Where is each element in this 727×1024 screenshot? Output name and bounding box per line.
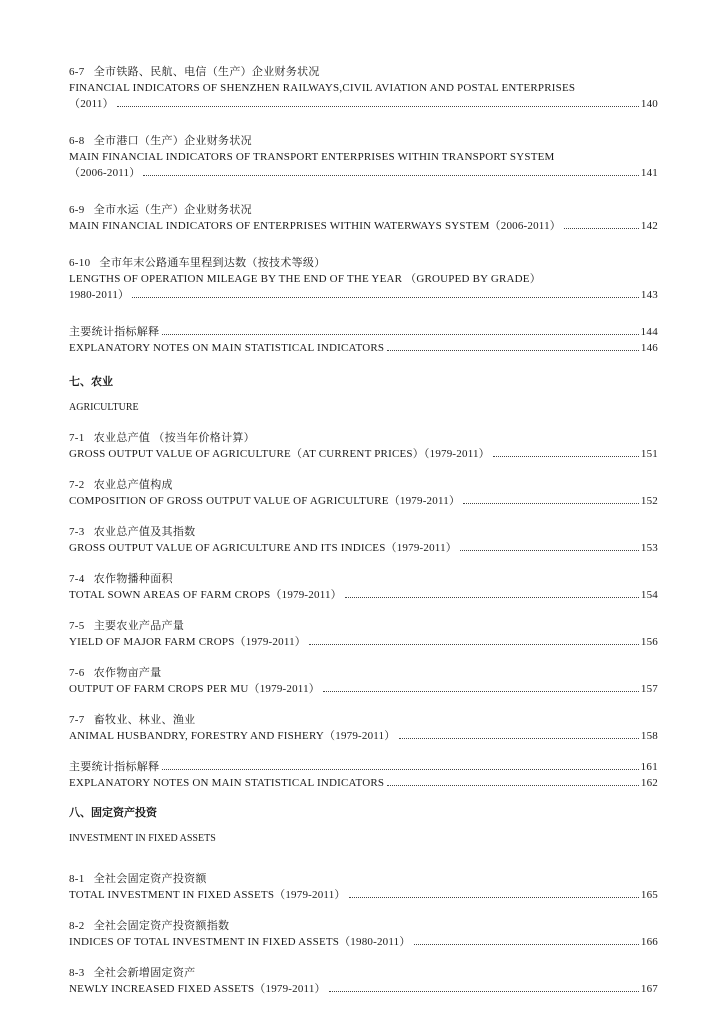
chinese-title: 畜牧业、林业、渔业 — [93, 714, 196, 726]
entry-text: 主要统计指标解释 — [69, 326, 160, 338]
spacer — [85, 479, 94, 491]
spacer — [85, 66, 94, 78]
dot-leader — [162, 769, 638, 770]
table-number: 8-2 — [69, 920, 85, 932]
entry-title-en — [69, 149, 658, 165]
dot-leader — [323, 691, 639, 692]
toc-entry-7-5 — [69, 618, 658, 650]
table-number: 7-4 — [69, 573, 85, 585]
entry-title-cn — [69, 202, 658, 218]
chinese-title: 农业总产值 （按当年价格计算） — [93, 432, 255, 444]
dot-leader — [414, 944, 639, 945]
chinese-title: 全社会新增固定资产 — [93, 967, 196, 979]
table-number: 6-7 — [69, 66, 85, 78]
toc-leader-line[interactable] — [69, 887, 658, 903]
toc-leader-line[interactable] — [69, 981, 658, 997]
entry-title-cn — [69, 965, 658, 981]
entry-text: NEWLY INCREASED FIXED ASSETS（1979-2011） — [69, 983, 326, 995]
dot-leader — [345, 597, 639, 598]
spacer — [85, 204, 94, 216]
spacer — [85, 714, 94, 726]
entry-title-cn — [69, 524, 658, 540]
entry-text: COMPOSITION OF GROSS OUTPUT VALUE OF AGRICULTURE（1979-2011） — [69, 495, 461, 507]
toc-explanatory-notes — [69, 759, 658, 791]
table-number: 7-1 — [69, 432, 85, 444]
page-number: 140 — [640, 98, 658, 110]
entry-title-cn — [69, 618, 658, 634]
page-number: 143 — [640, 289, 658, 301]
page-number: 154 — [640, 589, 658, 601]
page-number: 161 — [640, 761, 658, 773]
toc-entry-7-3 — [69, 524, 658, 556]
table-number: 6-9 — [69, 204, 85, 216]
entry-text: ANIMAL HUSBANDRY, FORESTRY AND FISHERY（1979-2011） — [69, 730, 396, 742]
page-number: 158 — [640, 730, 658, 742]
table-number: 7-5 — [69, 620, 85, 632]
toc-leader-line[interactable] — [69, 324, 658, 340]
chinese-title: 全社会固定资产投资额指数 — [93, 920, 230, 932]
dot-leader — [309, 644, 639, 645]
toc-leader-line[interactable] — [69, 165, 658, 181]
spacer — [90, 257, 99, 269]
chinese-title: 全市港口（生产）企业财务状况 — [93, 135, 252, 147]
toc-entry-6-8 — [69, 133, 658, 181]
entry-title-cn — [69, 712, 658, 728]
entry-text: EXPLANATORY NOTES ON MAIN STATISTICAL INDICATORS — [69, 342, 385, 354]
spacer — [85, 620, 94, 632]
page-number: 166 — [640, 936, 658, 948]
table-number: 6-10 — [69, 257, 91, 269]
english-title: FINANCIAL INDICATORS OF SHENZHEN RAILWAYS,CIVIL AVIATION AND POSTAL ENTERPRISES — [69, 82, 576, 94]
entry-text: 1980-2011） — [69, 289, 130, 301]
dot-leader — [329, 991, 639, 992]
chinese-title: 农作物亩产量 — [93, 667, 162, 679]
chinese-title: 农作物播种面积 — [93, 573, 173, 585]
dot-leader — [117, 106, 639, 107]
entry-text: EXPLANATORY NOTES ON MAIN STATISTICAL INDICATORS — [69, 777, 385, 789]
section-heading — [69, 805, 658, 847]
toc-entry-7-2 — [69, 477, 658, 509]
page-number: 151 — [640, 448, 658, 460]
spacer — [85, 920, 94, 932]
english-title: LENGTHS OF OPERATION MILEAGE BY THE END OF THE YEAR （GROUPED BY GRADE） — [69, 273, 541, 285]
toc-leader-line[interactable] — [69, 587, 658, 603]
chinese-title: 全市铁路、民航、电信（生产）企业财务状况 — [93, 66, 320, 78]
table-number: 7-3 — [69, 526, 85, 538]
toc-entry-8-3 — [69, 965, 658, 997]
table-number: 8-3 — [69, 967, 85, 979]
toc-entry-7-1 — [69, 430, 658, 462]
section-heading — [69, 374, 658, 416]
entry-text: TOTAL INVESTMENT IN FIXED ASSETS（1979-2011） — [69, 889, 346, 901]
entry-title-cn — [69, 477, 658, 493]
toc-leader-line[interactable] — [69, 728, 658, 744]
page-number: 167 — [640, 983, 658, 995]
toc-entry-6-9 — [69, 202, 658, 234]
entry-text: （2011） — [69, 98, 114, 110]
spacer — [85, 432, 94, 444]
dot-leader — [387, 785, 639, 786]
toc-leader-line[interactable] — [69, 96, 658, 112]
entry-text: GROSS OUTPUT VALUE OF AGRICULTURE AND ITS INDICES（1979-2011） — [69, 542, 457, 554]
toc-leader-line[interactable] — [69, 493, 658, 509]
section-title-en: INVESTMENT IN FIXED ASSETS — [69, 833, 216, 844]
entry-text: OUTPUT OF FARM CROPS PER MU（1979-2011） — [69, 683, 320, 695]
table-number: 7-7 — [69, 714, 85, 726]
spacer — [85, 573, 94, 585]
table-number: 8-1 — [69, 873, 85, 885]
toc-entry-6-10 — [69, 255, 658, 303]
page-number: 165 — [640, 889, 658, 901]
toc-entry-7-4 — [69, 571, 658, 603]
spacer — [85, 135, 94, 147]
dot-leader — [143, 175, 638, 176]
dot-leader — [399, 738, 639, 739]
dot-leader — [162, 334, 638, 335]
spacer — [85, 526, 94, 538]
toc-entry-7-6 — [69, 665, 658, 697]
entry-text: YIELD OF MAJOR FARM CROPS（1979-2011） — [69, 636, 307, 648]
toc-entry-8-1 — [69, 871, 658, 903]
toc-entry-7-7 — [69, 712, 658, 744]
entry-title-cn — [69, 918, 658, 934]
entry-title-cn — [69, 64, 658, 80]
toc-leader-line[interactable] — [69, 340, 658, 356]
section-title-en: AGRICULTURE — [69, 402, 139, 413]
toc-leader-line[interactable] — [69, 775, 658, 791]
page-number: 152 — [640, 495, 658, 507]
table-number: 7-2 — [69, 479, 85, 491]
section-title-cn: 八、固定资产投资 — [69, 807, 157, 819]
entry-text: TOTAL SOWN AREAS OF FARM CROPS（1979-2011） — [69, 589, 342, 601]
spacer — [85, 873, 94, 885]
dot-leader — [460, 550, 639, 551]
page-number: 141 — [640, 167, 658, 179]
toc-leader-line[interactable] — [69, 287, 658, 303]
entry-text: （2006-2011） — [69, 167, 141, 179]
chinese-title: 全市水运（生产）企业财务状况 — [93, 204, 252, 216]
entry-text: MAIN FINANCIAL INDICATORS OF ENTERPRISES WITHIN WATERWAYS SYSTEM（2006-2011） — [69, 220, 562, 232]
table-number: 6-8 — [69, 135, 85, 147]
chinese-title: 主要农业产品产量 — [93, 620, 185, 632]
section-gap — [69, 390, 658, 400]
chinese-title: 农业总产值构成 — [93, 479, 173, 491]
dot-leader — [564, 228, 639, 229]
page-number: 142 — [640, 220, 658, 232]
entry-title-cn — [69, 571, 658, 587]
toc-leader-line[interactable] — [69, 681, 658, 697]
entry-text: INDICES OF TOTAL INVESTMENT IN FIXED ASSETS（1980-2011） — [69, 936, 411, 948]
spacer — [85, 667, 94, 679]
toc-explanatory-notes — [69, 324, 658, 356]
dot-leader — [132, 297, 639, 298]
english-title: MAIN FINANCIAL INDICATORS OF TRANSPORT ENTERPRISES WITHIN TRANSPORT SYSTEM — [69, 151, 555, 163]
entry-title-en — [69, 80, 658, 96]
toc-leader-line[interactable] — [69, 446, 658, 462]
spacer — [85, 967, 94, 979]
page-number: 157 — [640, 683, 658, 695]
dot-leader — [349, 897, 639, 898]
section-gap — [69, 821, 658, 831]
table-number: 7-6 — [69, 667, 85, 679]
entry-title-en — [69, 271, 658, 287]
entry-title-cn — [69, 430, 658, 446]
page-number: 162 — [640, 777, 658, 789]
dot-leader — [493, 456, 639, 457]
toc-leader-line[interactable] — [69, 218, 658, 234]
dot-leader — [463, 503, 639, 504]
section-title-cn: 七、农业 — [69, 376, 113, 388]
entry-title-cn — [69, 665, 658, 681]
page-number: 144 — [640, 326, 658, 338]
toc-leader-line[interactable] — [69, 634, 658, 650]
entry-title-cn — [69, 255, 658, 271]
toc-entry-8-2 — [69, 918, 658, 950]
toc-entry-6-7 — [69, 64, 658, 112]
entry-text: 主要统计指标解释 — [69, 761, 160, 773]
chinese-title: 全市年末公路通车里程到达数（按技术等级） — [99, 257, 326, 269]
toc-leader-line[interactable] — [69, 540, 658, 556]
page-number: 156 — [640, 636, 658, 648]
chinese-title: 全社会固定资产投资额 — [93, 873, 207, 885]
toc-leader-line[interactable] — [69, 934, 658, 950]
entry-title-cn — [69, 133, 658, 149]
chinese-title: 农业总产值及其指数 — [93, 526, 196, 538]
table-of-contents — [69, 64, 658, 997]
page-number: 153 — [640, 542, 658, 554]
entry-text: GROSS OUTPUT VALUE OF AGRICULTURE（AT CURRENT PRICES）（1979-2011） — [69, 448, 490, 460]
entry-title-cn — [69, 871, 658, 887]
dot-leader — [387, 350, 639, 351]
toc-leader-line[interactable] — [69, 759, 658, 775]
page-number: 146 — [640, 342, 658, 354]
